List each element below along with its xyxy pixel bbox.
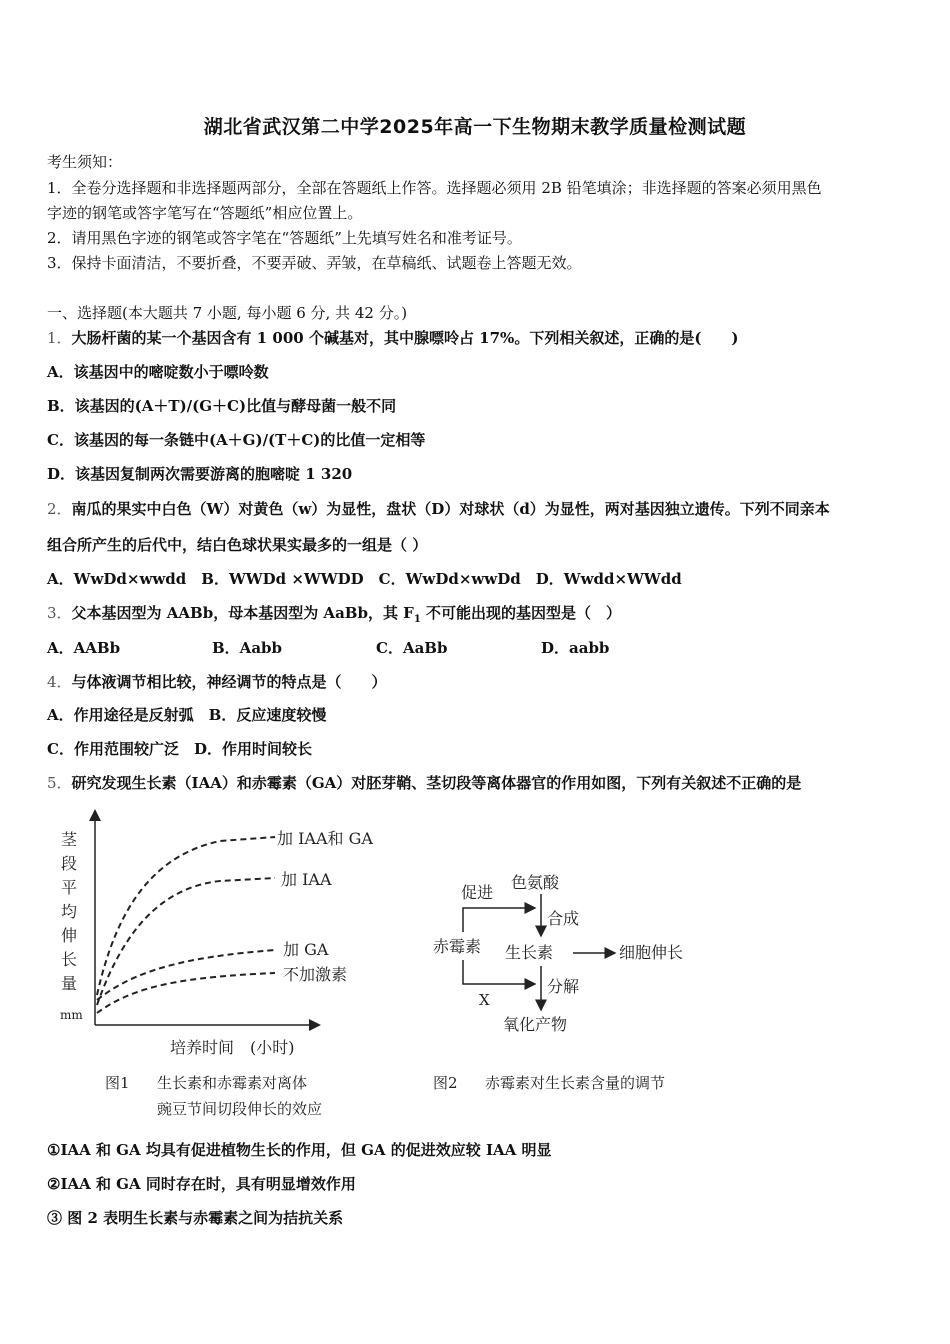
- q3-subscript: 1: [413, 614, 421, 625]
- fig2-synthesis: 合成: [547, 909, 580, 928]
- fig1-caption-line1: 生长素和赤霉素对离体: [157, 1074, 308, 1092]
- fig1-curve-iaa: [97, 878, 275, 1005]
- fig1-label-iaa: 加 IAA: [281, 870, 332, 889]
- notice-line-1a: 1．全卷分选择题和非选择题两部分，全部在答题纸上作答。选择题必须用 2B 铅笔填涂；非选择题的答案必须用黑色: [47, 179, 822, 197]
- figure-1: [45, 805, 405, 1130]
- fig2-decompose: 分解: [547, 977, 580, 996]
- q2-options: A．WwDd×wwdd B．WWDd ×WWDD C．WwDd×wwDd D．Wwdd×WWdd: [47, 570, 682, 588]
- notice-line-2: 2．请用黑色字迹的钢笔或答字笔在“答题纸”上先填写姓名和准考证号。: [47, 229, 522, 247]
- q3-stem-text-b: 不可能出现的基因型是（ ）: [420, 604, 622, 622]
- figure-2: [425, 860, 715, 1100]
- q5-statement-2: ②IAA 和 GA 同时存在时，具有明显增效作用: [47, 1175, 356, 1193]
- q2-stem-line1: [47, 499, 830, 519]
- fig2-cell-elongation: 细胞伸长: [619, 943, 684, 962]
- fig1-ylabel-char-5: 长: [61, 950, 78, 969]
- fig1-curve-iaa-ga: [97, 837, 275, 995]
- fig1-ylabel-char-3: 均: [61, 902, 78, 921]
- fig2-caption-number: 图2: [433, 1074, 458, 1092]
- q5-number: 5．: [47, 774, 72, 792]
- q5-stem: [47, 773, 801, 793]
- fig1-label-iaa-ga: 加 IAA和 GA: [277, 829, 373, 848]
- fig1-ylabel-char-6: 量: [61, 974, 78, 993]
- q1-option-a: A．该基因中的嘧啶数小于嘌呤数: [47, 363, 269, 381]
- fig1-label-none: 不加激素: [283, 965, 348, 984]
- q5-statement-1: ①IAA 和 GA 均具有促进植物生长的作用，但 GA 的促进效应较 IAA 明显: [47, 1141, 552, 1159]
- notice-line-1b: 字迹的钢笔或答字笔写在“答题纸”相应位置上。: [47, 204, 363, 222]
- q1-stem: [47, 328, 739, 348]
- fig1-caption-line2: 豌豆节间切段伸长的效应: [157, 1100, 323, 1118]
- fig2-auxin: 生长素: [505, 943, 554, 962]
- notice-line-3: 3．保持卡面清洁，不要折叠，不要弄破、弄皱，在草稿纸、试题卷上答题无效。: [47, 254, 582, 272]
- section-heading: 一、选择题(本大题共 7 小题, 每小题 6 分, 共 42 分。): [47, 304, 408, 322]
- fig1-curve-ga: [97, 950, 275, 1000]
- fig1-ylabel-char-4: 伸: [61, 926, 78, 945]
- q3-option-b: B．Aabb: [212, 639, 283, 657]
- fig2-caption: 赤霉素对生长素含量的调节: [485, 1074, 666, 1092]
- q3-option-a: A．AABb: [47, 639, 121, 657]
- fig2-tryptophan: 色氨酸: [511, 873, 560, 892]
- q4-options-cd: C．作用范围较广泛 D．作用时间较长: [47, 740, 312, 758]
- fig2-oxidation-product: 氧化产物: [503, 1015, 568, 1034]
- q3-stem-text-a: 父本基因型为 AABb，母本基因型为 AaBb，其 F: [71, 604, 414, 622]
- fig1-caption-number: 图1: [105, 1074, 130, 1092]
- q4-number: 4．: [47, 673, 72, 691]
- fig1-ylabel-char-0: 茎: [61, 830, 78, 849]
- q1-option-b: B．该基因的(A＋T)/(G＋C)比值与酵母菌一般不同: [47, 397, 397, 415]
- fig1-x-label: 培养时间 (小时): [170, 1038, 295, 1057]
- q1-option-c: C．该基因的每一条链中(A＋G)/(T＋C)的比值一定相等: [47, 431, 426, 449]
- fig2-x-arrow: [463, 960, 535, 984]
- fig2-x-label: X: [479, 991, 490, 1009]
- q3-option-d: D．aabb: [541, 639, 610, 657]
- q1-number: 1．: [47, 329, 72, 347]
- q1-option-d: D．该基因复制两次需要游离的胞嘧啶 1 320: [47, 465, 353, 483]
- notice-heading: 考生须知：: [47, 153, 123, 171]
- fig1-ylabel-char-2: 平: [61, 878, 78, 897]
- q4-stem: [47, 672, 387, 692]
- q5-stem-text: 研究发现生长素（IAA）和赤霉素（GA）对胚芽鞘、茎切段等离体器官的作用如图，下列有关叙述不正确的是: [71, 774, 802, 792]
- q3-option-c: C．AaBb: [376, 639, 448, 657]
- q2-stem-text: 南瓜的果实中白色（W）对黄色（w）为显性，盘状（D）对球状（d）为显性，两对基因独立遗传。下列不同亲本: [71, 500, 830, 518]
- fig2-promote: 促进: [461, 883, 494, 902]
- q2-stem-line2: 组合所产生的后代中，结白色球状果实最多的一组是（ ）: [47, 536, 428, 554]
- q3-number: 3．: [47, 604, 72, 622]
- q3-stem: [47, 603, 621, 630]
- fig2-promote-arrow: [463, 908, 535, 932]
- fig1-y-unit: mm: [60, 1008, 83, 1022]
- fig2-gibberellin: 赤霉素: [433, 937, 482, 956]
- fig1-label-ga: 加 GA: [283, 940, 329, 959]
- fig1-curve-none: [97, 973, 275, 1013]
- q4-options-ab: A．作用途径是反射弧 B．反应速度较慢: [47, 706, 327, 724]
- fig1-y-label: [60, 830, 83, 1022]
- q5-statement-3: ③ 图 2 表明生长素与赤霉素之间为拮抗关系: [47, 1209, 344, 1227]
- q1-stem-text: 大肠杆菌的某一个基因含有 1 000 个碱基对，其中腺嘌呤占 17%。下列相关叙述，正确的是( ): [71, 329, 739, 347]
- q2-number: 2．: [47, 500, 72, 518]
- fig1-ylabel-char-1: 段: [61, 854, 78, 873]
- page-title: 湖北省武汉第二中学2025年高一下生物期末教学质量检测试题: [203, 116, 747, 138]
- q4-stem-text: 与体液调节相比较，神经调节的特点是（ ）: [71, 673, 387, 691]
